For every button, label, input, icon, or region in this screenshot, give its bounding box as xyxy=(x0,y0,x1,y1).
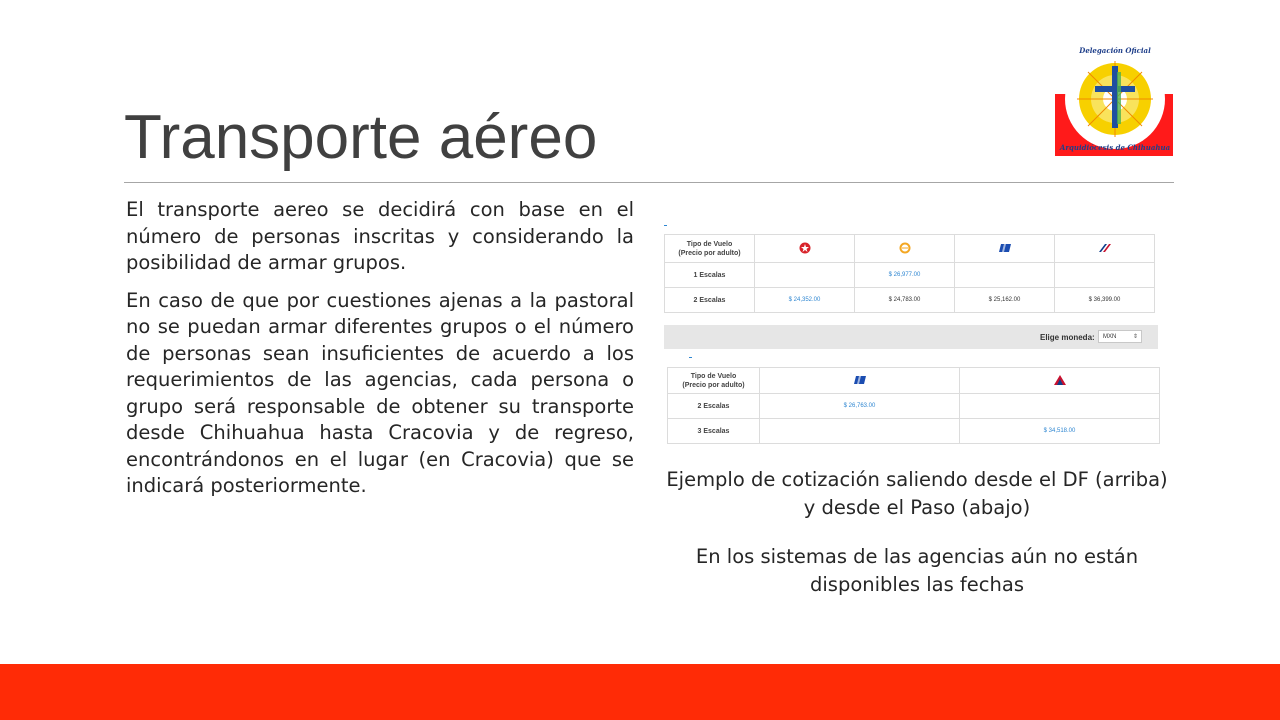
lufthansa-icon xyxy=(855,235,955,263)
title-divider xyxy=(124,182,1174,183)
price-cell xyxy=(960,394,1160,419)
price-cell[interactable]: $ 36,399.00 xyxy=(1055,288,1155,313)
chevron-updown-icon: ⇕ xyxy=(1132,334,1138,340)
price-cell[interactable]: $ 26,977.00 xyxy=(855,263,955,288)
delta-icon xyxy=(960,368,1160,394)
price-cell[interactable]: $ 34,518.00 xyxy=(960,419,1160,444)
quote-table-top xyxy=(664,234,1155,313)
currency-select[interactable] xyxy=(1098,330,1142,343)
table-row-label: 1 Escalas xyxy=(665,263,755,288)
svg-text:Arquidiócesis de Chihuahua: Arquidiócesis de Chihuahua xyxy=(1059,143,1171,152)
currency-label: Elige moneda: xyxy=(1040,333,1095,342)
american-icon xyxy=(1055,235,1155,263)
table-row-label: 2 Escalas xyxy=(665,288,755,313)
price-cell xyxy=(955,263,1055,288)
united-icon xyxy=(955,235,1055,263)
footer-bar xyxy=(0,664,1280,720)
air-canada-icon xyxy=(755,235,855,263)
body-text xyxy=(126,197,634,511)
currency-value: MXN xyxy=(1103,334,1117,340)
price-cell[interactable]: $ 26,763.00 xyxy=(760,394,960,419)
flight-quote-screenshot xyxy=(662,222,1162,446)
price-cell xyxy=(760,419,960,444)
table-header: Tipo de Vuelo (Precio por adulto) xyxy=(668,368,760,394)
table-row-label: 3 Escalas xyxy=(668,419,760,444)
quote-table-bottom xyxy=(667,367,1160,444)
price-cell xyxy=(1055,263,1155,288)
caption-availability: En los sistemas de las agencias aún no están disponibles las fechas xyxy=(695,545,1139,596)
price-cell[interactable]: $ 24,783.00 xyxy=(855,288,955,313)
svg-text:Delegación Oficial: Delegación Oficial xyxy=(1079,46,1151,55)
marker-dot xyxy=(664,225,667,226)
table-header: Tipo de Vuelo (Precio por adulto) xyxy=(665,235,755,263)
caption-example: Ejemplo de cotización saliendo desde el DF (arriba) y desde el Paso (abajo) xyxy=(666,468,1168,519)
paragraph-1: El transporte aereo se decidirá con base en el número de personas inscritas y considerando la posibilidad de armar grupos. xyxy=(126,198,634,274)
archdiocese-logo xyxy=(1055,44,1173,156)
marker-dot xyxy=(689,357,692,358)
price-cell xyxy=(755,263,855,288)
united-icon xyxy=(760,368,960,394)
table-row-label: 2 Escalas xyxy=(668,394,760,419)
currency-bar xyxy=(664,325,1158,349)
price-cell[interactable]: $ 25,162.00 xyxy=(955,288,1055,313)
paragraph-2: En caso de que por cuestiones ajenas a la pastoral no se puedan armar diferentes grupos o el número de personas sean insuficientes de acuerdo a los requerimientos de las agencias, cada persona o grupo será responsable de obtener su transporte desde Chihuahua hasta Cracovia y de regreso, encontrándonos en el lugar (en Cracovia) que se indicará posteriormente. xyxy=(126,288,634,497)
price-cell[interactable]: $ 24,352.00 xyxy=(755,288,855,313)
slide-title: Transporte aéreo xyxy=(124,103,598,172)
